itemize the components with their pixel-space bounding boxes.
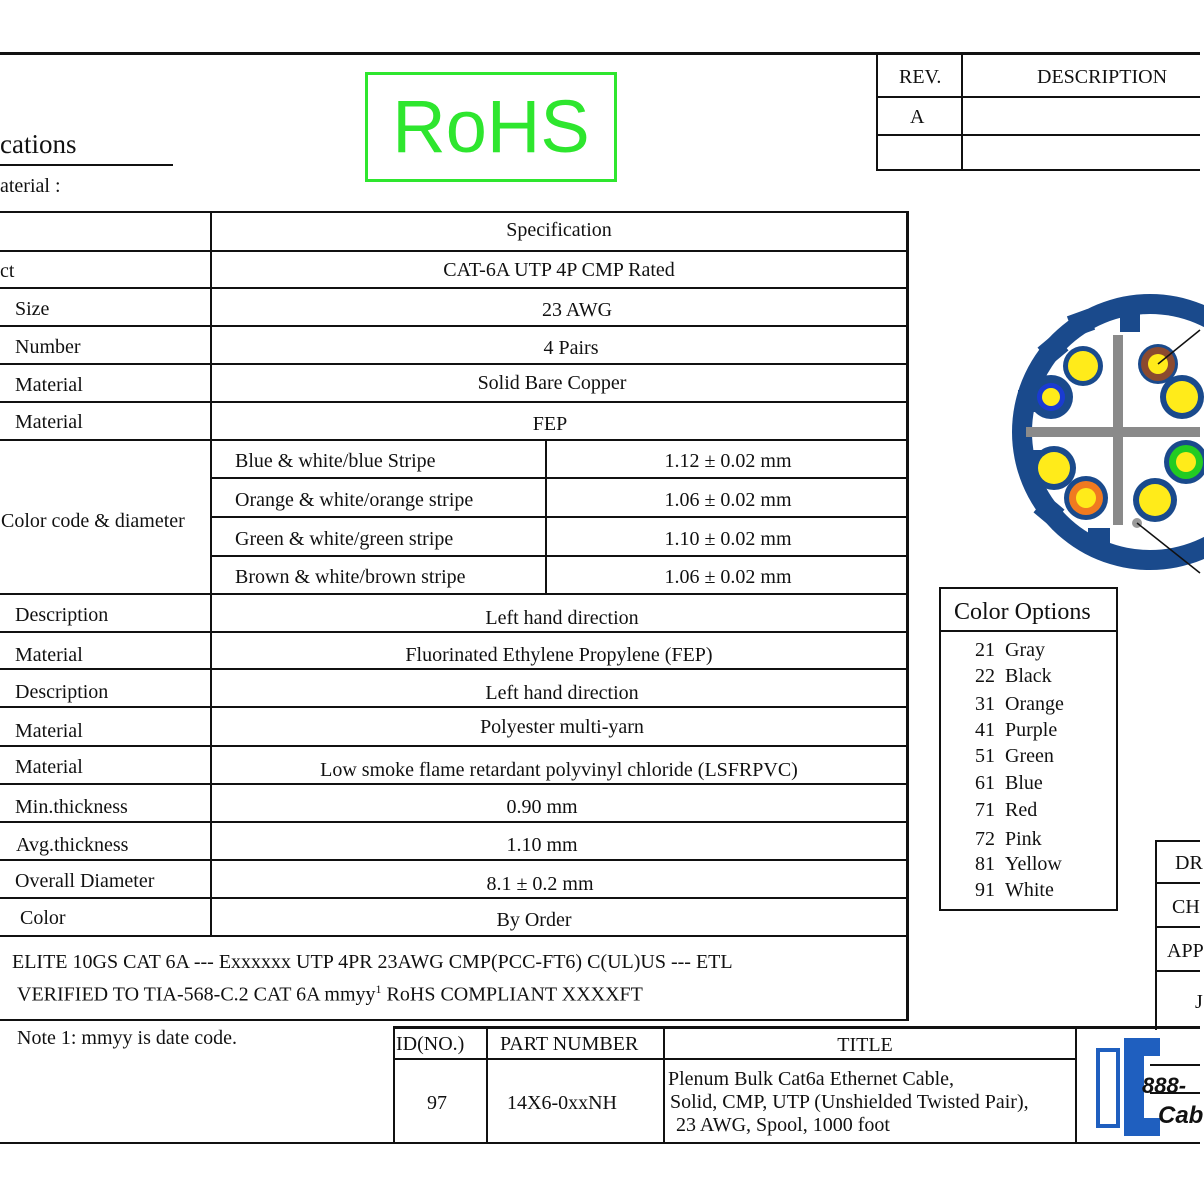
spec-row-label: ct	[0, 260, 15, 282]
spec-row-label: Material	[15, 720, 83, 742]
title-line-1: Plenum Bulk Cat6a Ethernet Cable,	[668, 1068, 955, 1090]
spec-row-value: CAT-6A UTP 4P CMP Rated	[443, 259, 675, 281]
spec-row-value: Fluorinated Ethylene Propylene (FEP)	[405, 644, 713, 666]
spec-row-label: Description	[15, 681, 109, 703]
approval-ch: CH	[1172, 896, 1200, 918]
print-legend-line2: VERIFIED TO TIA-568-C.2 CAT 6A mmyy$^1$ RoHS COMPLIANT XXXXFT	[17, 982, 643, 1006]
id-value: 97	[427, 1092, 447, 1114]
color-code-diameter: 1.06 ± 0.02 mm	[664, 489, 792, 511]
color-option: 81 Yellow	[975, 853, 1062, 875]
print-legend-line1: ELITE 10GS CAT 6A --- Exxxxxx UTP 4PR 23AWG CMP(PCC-FT6) C(UL)US --- ETL	[12, 951, 733, 973]
section-title: cations	[0, 129, 77, 159]
spec-row-value: FEP	[532, 413, 568, 435]
color-code-label: Color code & diameter	[1, 510, 185, 532]
title-header: TITLE	[837, 1034, 893, 1056]
color-code-name: Blue & white/blue Stripe	[235, 450, 436, 472]
color-option: 22 Black	[975, 665, 1052, 687]
approval-j: J	[1195, 991, 1203, 1013]
spec-row-label: Number	[15, 336, 81, 358]
spec-row-label: Color	[20, 907, 66, 929]
part-number-value: 14X6-0xxNH	[507, 1092, 617, 1114]
color-option: 51 Green	[975, 745, 1054, 767]
spec-row-value: 8.1 ± 0.2 mm	[486, 873, 594, 895]
spec-row-label: Material	[15, 411, 83, 433]
spec-row-value: Polyester multi-yarn	[480, 716, 644, 738]
approval-dr: DR	[1175, 852, 1203, 874]
spec-row-value: Low smoke flame retardant polyvinyl chloride (LSFRPVC)	[320, 759, 798, 781]
spec-row-value: 0.90 mm	[506, 796, 578, 818]
material-label: aterial :	[0, 175, 61, 197]
id-header: ID(NO.)	[396, 1033, 465, 1055]
rohs-logo: RoHS	[365, 72, 617, 182]
spec-row-value: 23 AWG	[541, 299, 613, 321]
color-code-diameter: 1.06 ± 0.02 mm	[664, 566, 792, 588]
spec-row-value: Solid Bare Copper	[477, 372, 627, 394]
title-line-3: 23 AWG, Spool, 1000 foot	[676, 1114, 890, 1136]
color-code-diameter: 1.10 ± 0.02 mm	[664, 528, 792, 550]
spec-row-value: Left hand direction	[485, 607, 639, 629]
spec-row-label: Overall Diameter	[15, 870, 155, 892]
color-code-name: Green & white/green stripe	[235, 528, 454, 550]
description-header: DESCRIPTION	[1037, 66, 1168, 88]
color-option: 91 White	[975, 879, 1054, 901]
rev-header: REV.	[899, 66, 942, 88]
spec-row-value: 4 Pairs	[543, 337, 599, 359]
spec-row-label: Material	[15, 374, 83, 396]
color-code-diameter: 1.12 ± 0.02 mm	[664, 450, 792, 472]
title-line-2: Solid, CMP, UTP (Unshielded Twisted Pair),	[670, 1091, 1029, 1113]
spec-row-label: Size	[15, 298, 50, 320]
approval-app: APP	[1167, 940, 1204, 962]
spec-row-value: 1.10 mm	[506, 834, 578, 856]
spec-row-label: Description	[15, 604, 109, 626]
separator-horizontal	[1026, 427, 1200, 437]
spec-row-value: Left hand direction	[485, 682, 639, 704]
company-logo-phone: 888-	[1142, 1073, 1187, 1098]
top-border	[0, 52, 1200, 55]
spec-header: Specification	[506, 219, 612, 241]
color-option: 21 Gray	[975, 639, 1045, 661]
color-code-name: Brown & white/brown stripe	[235, 566, 466, 588]
company-logo-name: Cab	[1158, 1102, 1204, 1129]
spec-row-label: Material	[15, 644, 83, 666]
color-options-title: Color Options	[954, 599, 1091, 625]
color-option: 71 Red	[975, 799, 1038, 821]
color-option: 31 Orange	[975, 693, 1064, 715]
color-option: 41 Purple	[975, 719, 1058, 741]
part-number-header: PART NUMBER	[500, 1033, 639, 1055]
color-option: 72 Pink	[975, 828, 1042, 850]
section-title-underline	[0, 164, 173, 166]
color-option: 61 Blue	[975, 772, 1043, 794]
color-code-name: Orange & white/orange stripe	[235, 489, 474, 511]
spec-row-label: Min.thickness	[15, 796, 128, 818]
date-code-note: Note 1: mmyy is date code.	[17, 1027, 237, 1049]
spec-row-label: Material	[15, 756, 83, 778]
cable-cross-section-diagram	[960, 290, 1200, 580]
spec-row-label: Avg.thickness	[16, 834, 129, 856]
rev-row-a: A	[910, 106, 925, 128]
spec-row-value: By Order	[496, 909, 572, 931]
